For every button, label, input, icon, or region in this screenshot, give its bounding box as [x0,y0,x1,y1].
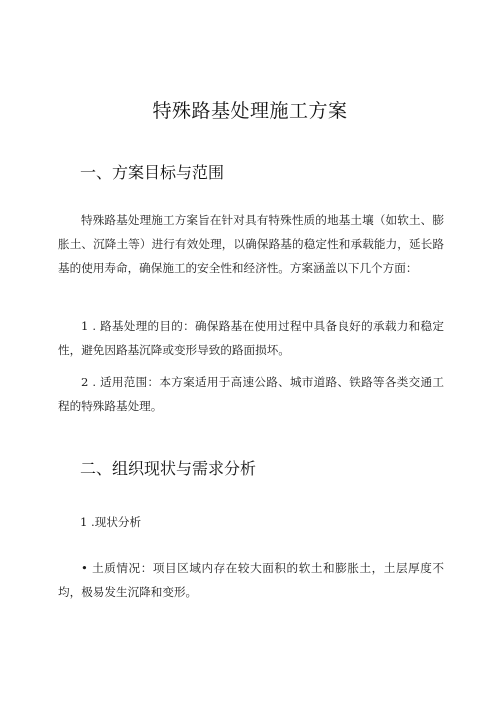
section2-bullet-1: • 土质情况：项目区域内存在较大面积的软土和膨胀土，土层厚度不均，极易发生沉降和变形。 [58,561,444,599]
section-heading-2: 二、组织现状与需求分析 [80,459,257,478]
section1-item-2: 2 . 适用范围：本方案适用于高速公路、城市道路、铁路等各类交通工程的特殊路基处理。 [58,375,444,413]
section1-intro-paragraph: 特殊路基处理施工方案旨在针对具有特殊性质的地基土壤（如软土、膨胀土、沉降土等）进行有效处理，以确保路基的稳定性和承载能力，延长路基的使用寿命，确保施工的安全性和经济性。方案涵盖以下几个方面： [58,213,444,275]
section2-subheading-1: 1 .现状分析 [80,515,142,529]
document-title: 特殊路基处理施工方案 [152,100,348,122]
section-heading-1: 一、方案目标与范围 [80,163,225,182]
section1-item-1: 1 . 路基处理的目的：确保路基在使用过程中具备良好的承载力和稳定性，避免因路基沉降或变形导致的路面损坏。 [58,319,444,357]
